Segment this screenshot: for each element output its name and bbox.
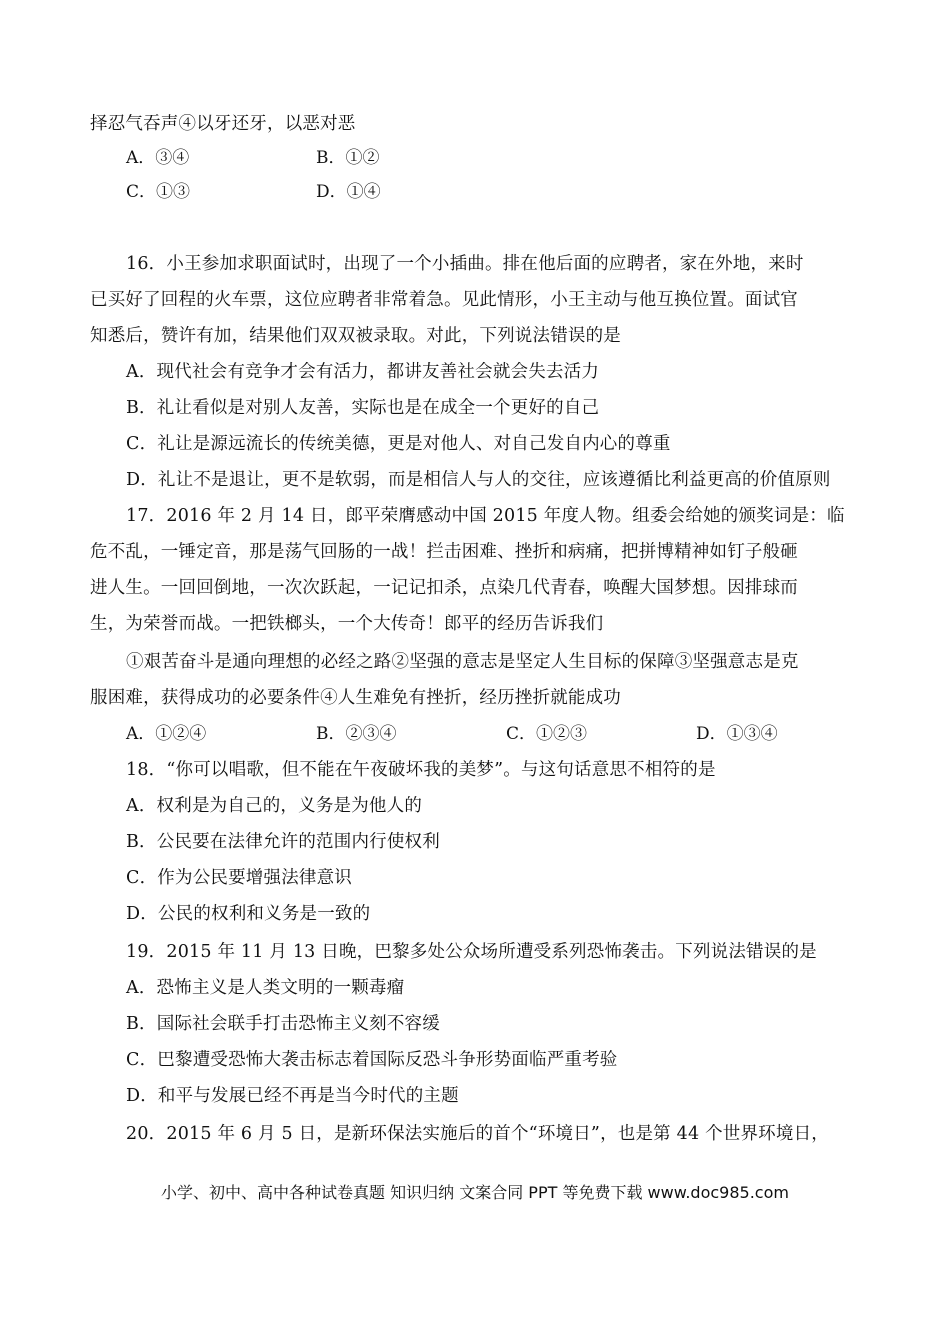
q19-option-c: C．巴黎遭受恐怖大袭击标志着国际反恐斗争形势面临严重考验 bbox=[126, 1050, 618, 1070]
q16-stem-line-2: 已买好了回程的火车票，这位应聘者非常着急。见此情形，小王主动与他互换位置。面试官 bbox=[90, 290, 798, 310]
q19-option-b: B．国际社会联手打击恐怖主义刻不容缓 bbox=[126, 1014, 440, 1034]
q17-stem-line-4: 生，为荣誉而战。一把铁榔头，一个大传奇！郎平的经历告诉我们 bbox=[90, 614, 604, 634]
q17-option-b: B．②③④ bbox=[316, 724, 397, 744]
q16-option-c: C．礼让是源远流长的传统美德，更是对他人、对自己发自内心的尊重 bbox=[126, 434, 671, 454]
q16-option-b: B．礼让看似是对别人友善，实际也是在成全一个更好的自己 bbox=[126, 398, 600, 418]
q15-option-c: C．①③ bbox=[126, 182, 191, 202]
q16-option-d: D．礼让不是退让，更不是软弱，而是相信人与人的交往，应该遵循比利益更高的价值原则 bbox=[126, 470, 831, 490]
q15-option-a: A．③④ bbox=[126, 148, 190, 168]
q16-stem-line-1: 16．小王参加求职面试时，出现了一个小插曲。排在他后面的应聘者，家在外地，来时 bbox=[126, 254, 804, 274]
q17-statements-line-2: 服困难，获得成功的必要条件④人生难免有挫折，经历挫折就能成功 bbox=[90, 688, 621, 708]
page-footer: 小学、初中、高中各种试卷真题 知识归纳 文案合同 PPT 等免费下载 www.doc985.com bbox=[161, 1183, 789, 1202]
q17-statements-line-1: ①艰苦奋斗是通向理想的必经之路②坚强的意志是坚定人生目标的保障③坚强意志是克 bbox=[126, 652, 799, 672]
q15-tail-line: 择忍气吞声④以牙还牙，以恶对恶 bbox=[90, 114, 356, 134]
q18-option-a: A．权利是为自己的，义务是为他人的 bbox=[126, 796, 423, 816]
q16-stem-line-3: 知悉后，赞许有加，结果他们双双被录取。对此，下列说法错误的是 bbox=[90, 326, 621, 346]
q17-option-d: D．①③④ bbox=[696, 724, 778, 744]
q16-option-a: A．现代社会有竞争才会有活力，都讲友善社会就会失去活力 bbox=[126, 362, 600, 382]
q17-stem-line-3: 进人生。一回回倒地，一次次跃起，一记记扣杀，点染几代青春，唤醒大国梦想。因排球而 bbox=[90, 578, 798, 598]
q17-option-a: A．①②④ bbox=[126, 724, 207, 744]
q15-option-d: D．①④ bbox=[316, 182, 381, 202]
q19-stem: 19．2015 年 11 月 13 日晚，巴黎多处公众场所遭受系列恐怖袭击。下列说法错误的是 bbox=[126, 942, 817, 962]
q17-stem-line-2: 危不乱，一锤定音，那是荡气回肠的一战！拦击困难、挫折和病痛，把拼博精神如钉子般砸 bbox=[90, 542, 798, 562]
q18-stem: 18．“你可以唱歌，但不能在午夜破坏我的美梦”。与这句话意思不相符的是 bbox=[126, 760, 716, 780]
q15-option-b: B．①② bbox=[316, 148, 380, 168]
q17-option-c: C．①②③ bbox=[506, 724, 588, 744]
q20-stem: 20．2015 年 6 月 5 日，是新环保法实施后的首个“环境日”，也是第 44 个世界环境日， bbox=[126, 1124, 829, 1144]
q18-option-c: C．作为公民要增强法律意识 bbox=[126, 868, 352, 888]
q19-option-a: A．恐怖主义是人类文明的一颗毒瘤 bbox=[126, 978, 405, 998]
q18-option-b: B．公民要在法律允许的范围内行使权利 bbox=[126, 832, 440, 852]
q18-option-d: D．公民的权利和义务是一致的 bbox=[126, 904, 371, 924]
q17-stem-line-1: 17．2016 年 2 月 14 日，郎平荣膺感动中国 2015 年度人物。组委会给她的颁奖词是：临 bbox=[126, 506, 845, 526]
q19-option-d: D．和平与发展已经不再是当今时代的主题 bbox=[126, 1086, 459, 1106]
